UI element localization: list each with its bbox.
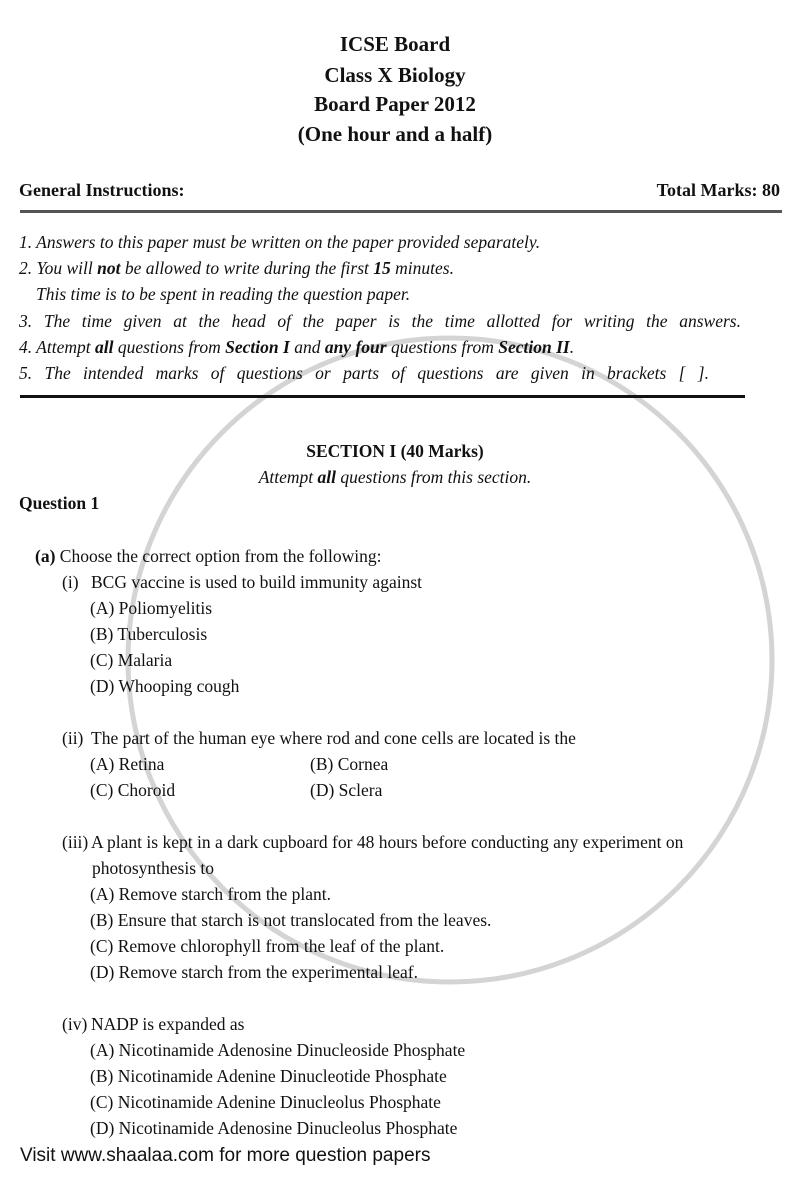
option: (B) Ensure that starch is not translocated from the leaves. <box>90 910 492 930</box>
question-text: The part of the human eye where rod and cone cells are located is the <box>91 728 576 748</box>
option: (A) Poliomyelitis <box>90 598 213 618</box>
footer-link[interactable]: Visit www.shaalaa.com for more question papers <box>20 1145 431 1166</box>
question-text: BCG vaccine is used to build immunity against <box>91 572 423 592</box>
instruction-item: This time is to be spent in reading the question paper. <box>36 284 411 304</box>
option: (B) Nicotinamide Adenine Dinucleotide Phosphate <box>90 1066 447 1086</box>
option: (D) Whooping cough <box>90 676 240 696</box>
class-title: Class X Biology <box>324 63 466 87</box>
option: (B) Cornea <box>310 754 389 774</box>
option: (C) Malaria <box>90 650 173 670</box>
section-subtitle: Attempt all questions from this section. <box>258 467 532 487</box>
instruction-item: 1. Answers to this paper must be written on the paper provided separately. <box>19 232 541 252</box>
option: (B) Tuberculosis <box>90 624 208 644</box>
question-label: Question 1 <box>19 493 100 513</box>
instruction-item: 5. The intended marks of questions or parts of questions are given in brackets [ ]. <box>19 363 709 383</box>
instruction-item: 4. Attempt all questions from Section I and any four questions from Section II. <box>19 337 575 357</box>
part-a: (a) Choose the correct option from the following: <box>35 546 382 566</box>
option: (C) Choroid <box>90 780 176 800</box>
general-instructions-label: General Instructions: <box>19 180 185 200</box>
option: (A) Remove starch from the plant. <box>90 884 332 904</box>
option: (A) Nicotinamide Adenosine Dinucleoside Phosphate <box>90 1040 466 1060</box>
question-number: (i) <box>62 572 79 592</box>
question-number: (iii) <box>62 832 89 852</box>
option: (C) Remove chlorophyll from the leaf of the plant. <box>90 936 445 956</box>
question-row <box>62 831 683 853</box>
instruction-item: 3. The time given at the head of the paper is the time allotted for writing the answers. <box>19 311 741 331</box>
question-row <box>62 1013 244 1035</box>
question-number: (ii) <box>62 728 84 748</box>
option: (D) Remove starch from the experimental leaf. <box>90 962 418 982</box>
duration: (One hour and a half) <box>297 122 493 146</box>
question-text: photosynthesis to <box>92 858 215 878</box>
section-title: SECTION I (40 Marks) <box>306 441 484 461</box>
board-title: ICSE Board <box>339 32 451 56</box>
total-marks: Total Marks: 80 <box>656 180 780 200</box>
divider <box>20 210 782 213</box>
question-row <box>62 571 422 593</box>
question-row <box>62 727 576 749</box>
question-text: NADP is expanded as <box>91 1014 245 1034</box>
divider <box>20 395 745 398</box>
option: (C) Nicotinamide Adenine Dinucleolus Phosphate <box>90 1092 441 1112</box>
option: (D) Nicotinamide Adenosine Dinucleolus Phosphate <box>90 1118 458 1138</box>
option: (A) Retina <box>90 754 165 774</box>
question-number: (iv) <box>62 1014 88 1034</box>
paper-title: Board Paper 2012 <box>314 92 476 116</box>
instruction-item: 2. You will not be allowed to write during the first 15 minutes. <box>19 258 454 278</box>
question-text: A plant is kept in a dark cupboard for 48 hours before conducting any experiment on <box>91 832 684 852</box>
option: (D) Sclera <box>310 780 383 800</box>
